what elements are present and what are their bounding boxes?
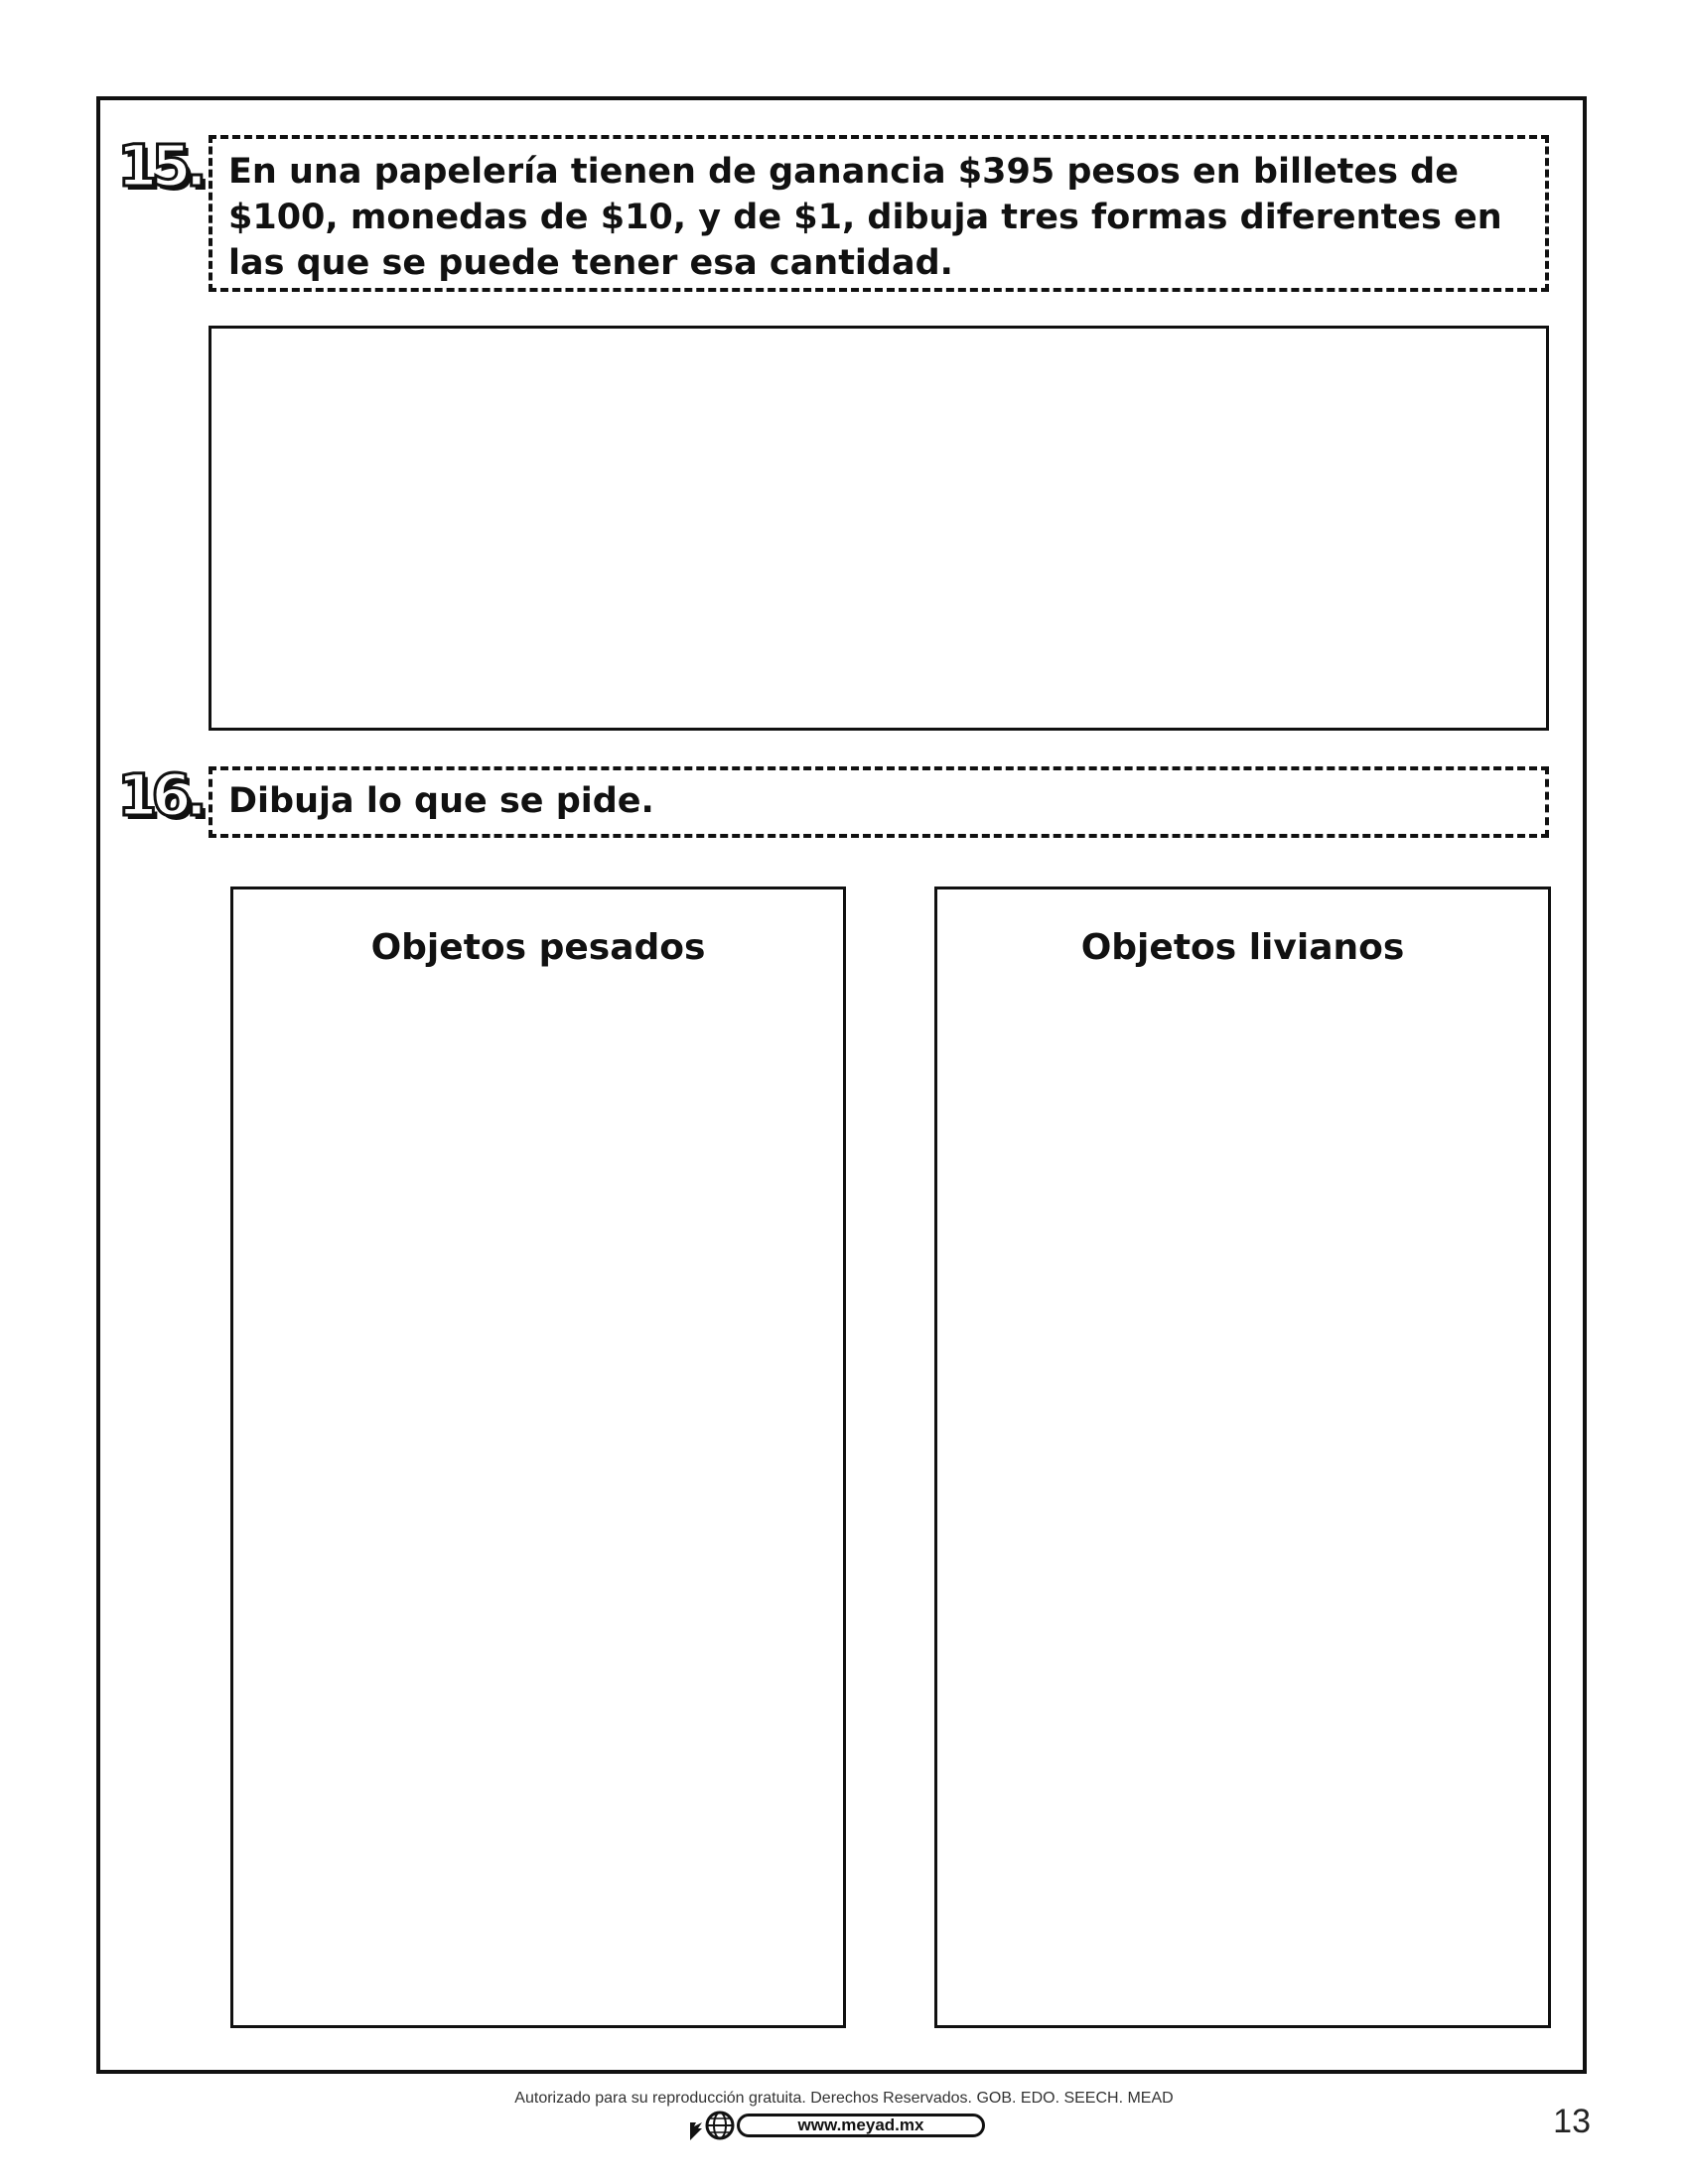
question-16-prompt: [209, 766, 1549, 838]
footer-copyright: Autorizado para su reproducción gratuita. Derechos Reservados. GOB. EDO. SEECH. MEAD: [514, 2090, 1174, 2107]
question-15-text: En una papelería tienen de ganancia $395 pesos en billetes de $100, monedas de $10, y de $1, dibuja tres formas diferentes en las que se puede tener esa cantidad.: [228, 152, 1502, 283]
question-15-number: 15.: [117, 132, 208, 200]
light-objects-box[interactable]: [934, 887, 1551, 2028]
question-15-prompt: [209, 135, 1549, 292]
footer-url[interactable]: www.meyad.mx: [737, 2114, 985, 2137]
question-16-text: Dibuja lo que se pide.: [228, 781, 654, 821]
question-15-answer-area[interactable]: [209, 326, 1549, 731]
globe-cursor-icon: [688, 2109, 738, 2142]
heavy-objects-box[interactable]: [230, 887, 846, 2028]
page-number: 13: [1553, 2103, 1591, 2140]
question-16-number: 16.: [117, 761, 208, 829]
light-objects-title: Objetos livianos: [1080, 927, 1405, 968]
heavy-objects-title: Objetos pesados: [370, 927, 706, 968]
